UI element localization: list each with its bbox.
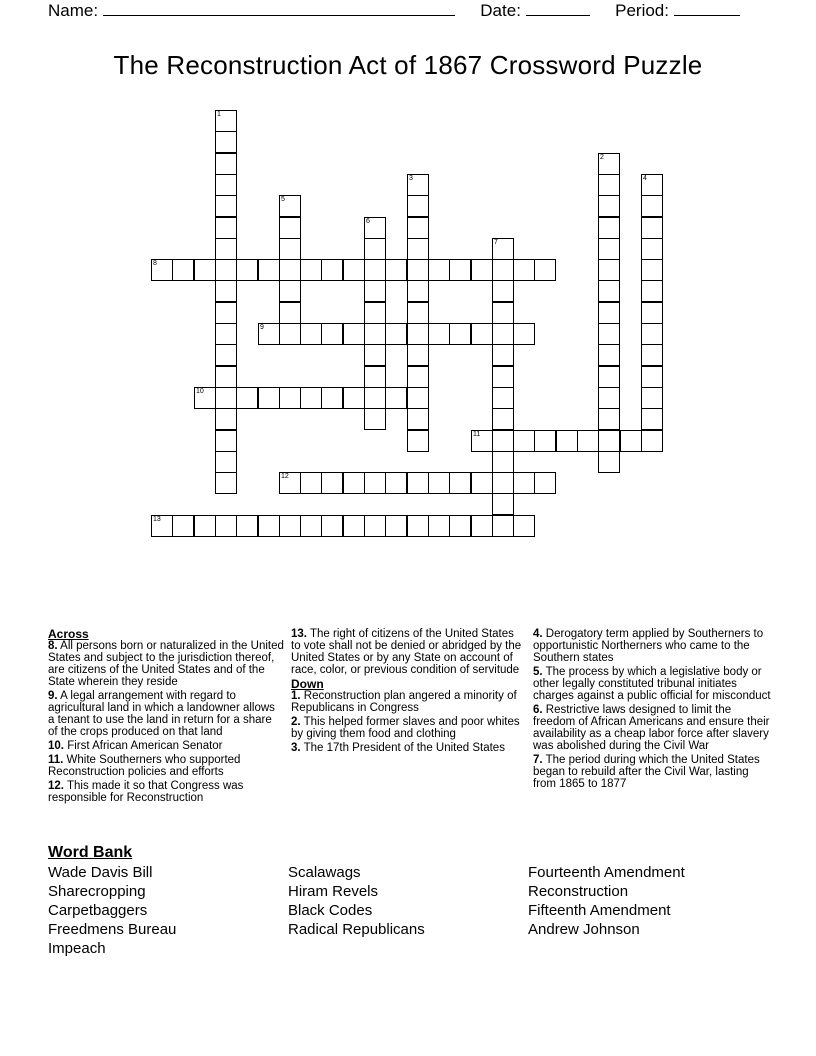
word-bank-item: Wade Davis Bill [48, 864, 153, 881]
clue-number: 4 [643, 175, 647, 182]
grid-cell[interactable] [236, 259, 258, 281]
grid-cell[interactable] [279, 323, 301, 345]
grid-cell[interactable] [641, 408, 663, 430]
grid-cell[interactable] [471, 323, 493, 345]
date-label: Date: [480, 1, 521, 20]
grid-cell[interactable] [598, 430, 620, 452]
clue-num: 1. [291, 690, 301, 702]
word-bank-column-2 [288, 863, 425, 939]
grid-cell[interactable] [492, 280, 514, 302]
word-bank-item: Impeach [48, 940, 106, 957]
grid-cell[interactable] [407, 259, 429, 281]
clue-item [291, 742, 523, 754]
grid-cell[interactable] [321, 472, 343, 494]
clue-num: 6. [533, 704, 543, 716]
grid-cell[interactable] [620, 430, 642, 452]
grid-cell[interactable] [215, 195, 237, 217]
grid-cell[interactable] [428, 472, 450, 494]
word-bank-item: Freedmens Bureau [48, 921, 177, 938]
across-heading: Across [48, 627, 89, 641]
grid-cell[interactable] [428, 323, 450, 345]
clue-text: The 17th President of the United States [300, 742, 505, 754]
grid-cell[interactable] [300, 515, 322, 537]
word-bank-item: Radical Republicans [288, 921, 425, 938]
grid-cell[interactable] [300, 259, 322, 281]
clue-item [533, 704, 773, 752]
grid-cell[interactable] [364, 515, 386, 537]
grid-cell[interactable] [641, 344, 663, 366]
clue-item [291, 690, 523, 714]
grid-cell[interactable] [215, 408, 237, 430]
grid-cell[interactable] [215, 451, 237, 473]
clue-num: 11. [48, 754, 64, 766]
grid-cell[interactable] [215, 366, 237, 388]
word-bank-item: Hiram Revels [288, 883, 379, 900]
grid-cell[interactable] [385, 323, 407, 345]
grid-cell[interactable] [598, 195, 620, 217]
clue-item [48, 640, 284, 688]
grid-cell[interactable] [279, 217, 301, 239]
grid-cell[interactable] [513, 323, 535, 345]
grid-cell[interactable] [364, 323, 386, 345]
grid-cell[interactable] [364, 259, 386, 281]
grid-cell[interactable] [428, 515, 450, 537]
clue-num: 10. [48, 740, 64, 752]
clue-item [291, 628, 523, 676]
clue-item [533, 754, 773, 790]
grid-cell[interactable] [279, 195, 301, 217]
grid-cell[interactable] [364, 344, 386, 366]
grid-cell[interactable] [215, 174, 237, 196]
clue-number: 9 [260, 324, 264, 331]
grid-cell[interactable] [215, 259, 237, 281]
grid-cell[interactable] [534, 259, 556, 281]
grid-cell[interactable] [343, 259, 365, 281]
grid-cell[interactable] [598, 408, 620, 430]
grid-cell[interactable] [407, 408, 429, 430]
grid-cell[interactable] [385, 259, 407, 281]
clue-item [291, 716, 523, 740]
grid-cell[interactable] [641, 238, 663, 260]
clue-number: 13 [153, 516, 161, 523]
page-title: The Reconstruction Act of 1867 Crossword Puzzle [113, 50, 703, 80]
grid-cell[interactable] [194, 259, 216, 281]
grid-cell[interactable] [407, 472, 429, 494]
grid-cell[interactable] [407, 238, 429, 260]
clue-number: 5 [281, 196, 285, 203]
grid-cell[interactable] [492, 302, 514, 324]
name-label: Name: [48, 1, 99, 20]
clue-text: The process by which a legislative body or other legally constituted tribunal initiates charges against a public official for misconduct [533, 666, 771, 702]
word-bank-title: Word Bank [48, 844, 133, 861]
clues-column-3 [533, 628, 773, 792]
grid-cell[interactable] [215, 344, 237, 366]
grid-cell[interactable] [215, 217, 237, 239]
clue-number: 12 [281, 473, 289, 480]
clue-text: First African American Senator [64, 740, 223, 752]
clue-number: 6 [366, 218, 370, 225]
grid-cell[interactable] [534, 472, 556, 494]
clue-text: The period during which the United States began to rebuild after the Civil War, lasting from 1865 to 1877 [533, 754, 760, 790]
clue-text: This helped former slaves and poor whites by giving them food and clothing [291, 716, 520, 740]
grid-cell[interactable] [215, 387, 237, 409]
grid-cell[interactable] [598, 238, 620, 260]
grid-cell[interactable] [492, 515, 514, 537]
grid-cell[interactable] [641, 280, 663, 302]
grid-cell[interactable] [598, 323, 620, 345]
grid-cell[interactable] [556, 430, 578, 452]
grid-cell[interactable] [300, 472, 322, 494]
clue-item [533, 628, 773, 664]
clue-text: Derogatory term applied by Southerners to opportunistic Northerners who came to the Southern states [533, 628, 764, 664]
clue-number: 1 [217, 111, 221, 118]
grid-cell[interactable] [343, 472, 365, 494]
grid-cell[interactable] [598, 259, 620, 281]
clue-number: 11 [473, 431, 481, 438]
clue-text: White Southerners who supported Reconstruction policies and efforts [48, 754, 241, 778]
grid-cell[interactable] [407, 217, 429, 239]
down-heading: Down [291, 677, 324, 691]
grid-cell[interactable] [215, 110, 237, 132]
grid-cell[interactable] [492, 323, 514, 345]
grid-cell[interactable] [236, 515, 258, 537]
clue-number: 2 [600, 154, 604, 161]
grid-cell[interactable] [598, 217, 620, 239]
grid-cell[interactable] [151, 515, 173, 537]
grid-cell[interactable] [407, 323, 429, 345]
word-bank-item: Andrew Johnson [528, 921, 640, 938]
grid-cell[interactable] [343, 515, 365, 537]
grid-cell[interactable] [641, 323, 663, 345]
clue-item [533, 666, 773, 702]
grid-cell[interactable] [471, 515, 493, 537]
grid-cell[interactable] [364, 302, 386, 324]
grid-cell[interactable] [215, 131, 237, 153]
grid-cell[interactable] [385, 387, 407, 409]
word-bank-column-3 [528, 863, 685, 939]
clue-number: 3 [409, 175, 413, 182]
grid-cell[interactable] [407, 430, 429, 452]
grid-cell[interactable] [492, 430, 514, 452]
grid-cell[interactable] [215, 472, 237, 494]
clue-num: 2. [291, 716, 301, 728]
grid-cell[interactable] [343, 387, 365, 409]
word-bank-column-1 [48, 863, 176, 958]
grid-cell[interactable] [321, 323, 343, 345]
grid-cell[interactable] [279, 515, 301, 537]
grid-cell[interactable] [364, 238, 386, 260]
grid-cell[interactable] [364, 387, 386, 409]
grid-cell[interactable] [364, 408, 386, 430]
grid-cell[interactable] [641, 366, 663, 388]
clue-text: All persons born or naturalized in the United States and subject to the jurisdiction thereof, are citizens of the United States and of the State wherein they reside [48, 640, 284, 688]
grid-cell[interactable] [598, 344, 620, 366]
grid-cell[interactable] [471, 472, 493, 494]
grid-cell[interactable] [407, 515, 429, 537]
grid-cell[interactable] [641, 174, 663, 196]
grid-cell[interactable] [215, 302, 237, 324]
grid-cell[interactable] [598, 451, 620, 473]
grid-cell[interactable] [449, 323, 471, 345]
grid-cell[interactable] [215, 153, 237, 175]
clue-item [48, 740, 284, 752]
clue-text: This made it so that Congress was responsible for Reconstruction [48, 780, 244, 804]
clue-text: Restrictive laws designed to limit the freedom of African Americans and ensure their availability as a cheap labor force after slavery was abolished during the Civil War [533, 704, 770, 752]
grid-cell[interactable] [258, 259, 280, 281]
grid-cell[interactable] [492, 344, 514, 366]
clue-item [48, 780, 284, 804]
grid-cell[interactable] [258, 323, 280, 345]
clue-number: 7 [494, 239, 498, 246]
grid-cell[interactable] [407, 302, 429, 324]
grid-cell[interactable] [215, 430, 237, 452]
clue-text: The right of citizens of the United States to vote shall not be denied or abridged by the United States or by any State on account of race, color, or previous condition of servitude [291, 628, 522, 676]
grid-cell[interactable] [385, 515, 407, 537]
grid-cell[interactable] [385, 472, 407, 494]
grid-cell[interactable] [513, 259, 535, 281]
grid-cell[interactable] [215, 238, 237, 260]
word-bank-item: Fourteenth Amendment [528, 864, 685, 881]
grid-cell[interactable] [641, 302, 663, 324]
grid-cell[interactable] [641, 259, 663, 281]
grid-cell[interactable] [407, 280, 429, 302]
clues-column-1 [48, 628, 284, 806]
word-bank-item: Sharecropping [48, 883, 146, 900]
grid-cell[interactable] [598, 153, 620, 175]
grid-cell[interactable] [215, 515, 237, 537]
grid-cell[interactable] [279, 280, 301, 302]
clue-text: A legal arrangement with regard to agricultural land in which a landowner allows a tenant to use the land in return for a share of the crops produced on that land [48, 690, 275, 738]
clues-column-2 [291, 628, 523, 756]
clue-text: Reconstruction plan angered a minority of Republicans in Congress [291, 690, 517, 714]
grid-cell[interactable] [215, 280, 237, 302]
grid-cell[interactable] [598, 302, 620, 324]
grid-cell[interactable] [194, 515, 216, 537]
word-bank-item: Scalawags [288, 864, 361, 881]
grid-cell[interactable] [364, 280, 386, 302]
grid-cell[interactable] [321, 387, 343, 409]
grid-cell[interactable] [279, 387, 301, 409]
grid-cell[interactable] [172, 259, 194, 281]
clue-num: 5. [533, 666, 543, 678]
grid-cell[interactable] [577, 430, 599, 452]
grid-cell[interactable] [279, 302, 301, 324]
clue-num: 12. [48, 780, 64, 792]
grid-cell[interactable] [492, 451, 514, 473]
grid-cell[interactable] [492, 472, 514, 494]
grid-cell[interactable] [407, 344, 429, 366]
grid-cell[interactable] [279, 259, 301, 281]
grid-cell[interactable] [598, 387, 620, 409]
grid-cell[interactable] [449, 259, 471, 281]
grid-cell[interactable] [449, 515, 471, 537]
grid-cell[interactable] [513, 472, 535, 494]
clue-item [48, 754, 284, 778]
grid-cell[interactable] [492, 259, 514, 281]
grid-cell[interactable] [364, 366, 386, 388]
grid-cell[interactable] [492, 366, 514, 388]
grid-cell[interactable] [172, 515, 194, 537]
grid-cell[interactable] [407, 195, 429, 217]
grid-cell[interactable] [215, 323, 237, 345]
clue-num: 8. [48, 640, 58, 652]
grid-cell[interactable] [492, 408, 514, 430]
grid-cell[interactable] [449, 472, 471, 494]
grid-cell[interactable] [321, 259, 343, 281]
word-bank-item: Black Codes [288, 902, 373, 919]
grid-cell[interactable] [300, 387, 322, 409]
grid-cell[interactable] [534, 430, 556, 452]
clue-num: 13. [291, 628, 307, 640]
grid-cell[interactable] [364, 217, 386, 239]
grid-cell[interactable] [513, 515, 535, 537]
grid-cell[interactable] [407, 174, 429, 196]
clue-number: 10 [196, 388, 204, 395]
clue-item [48, 690, 284, 738]
grid-cell[interactable] [343, 323, 365, 345]
grid-cell[interactable] [492, 387, 514, 409]
clue-num: 7. [533, 754, 543, 766]
word-bank-item: Carpetbaggers [48, 902, 148, 919]
grid-cell[interactable] [258, 387, 280, 409]
grid-cell[interactable] [598, 174, 620, 196]
grid-cell[interactable] [598, 366, 620, 388]
period-label: Period: [615, 1, 669, 20]
grid-cell[interactable] [492, 493, 514, 515]
grid-cell[interactable] [279, 238, 301, 260]
grid-cell[interactable] [407, 366, 429, 388]
word-bank-item: Reconstruction [528, 883, 629, 900]
grid-cell[interactable] [641, 195, 663, 217]
grid-cell[interactable] [258, 515, 280, 537]
grid-cell[interactable] [236, 387, 258, 409]
grid-cell[interactable] [407, 387, 429, 409]
grid-cell[interactable] [428, 259, 450, 281]
grid-cell[interactable] [151, 259, 173, 281]
clue-num: 4. [533, 628, 543, 640]
grid-cell[interactable] [279, 472, 301, 494]
grid-cell[interactable] [492, 238, 514, 260]
grid-cell[interactable] [598, 280, 620, 302]
grid-cell[interactable] [471, 430, 493, 452]
grid-cell[interactable] [321, 515, 343, 537]
clue-num: 3. [291, 742, 301, 754]
grid-cell[interactable] [513, 430, 535, 452]
grid-cell[interactable] [300, 323, 322, 345]
clue-num: 9. [48, 690, 58, 702]
grid-cell[interactable] [641, 387, 663, 409]
grid-cell[interactable] [194, 387, 216, 409]
word-bank-item: Fifteenth Amendment [528, 902, 671, 919]
grid-cell[interactable] [641, 430, 663, 452]
grid-cell[interactable] [364, 472, 386, 494]
grid-cell[interactable] [641, 217, 663, 239]
clue-number: 8 [153, 260, 157, 267]
grid-cell[interactable] [471, 259, 493, 281]
